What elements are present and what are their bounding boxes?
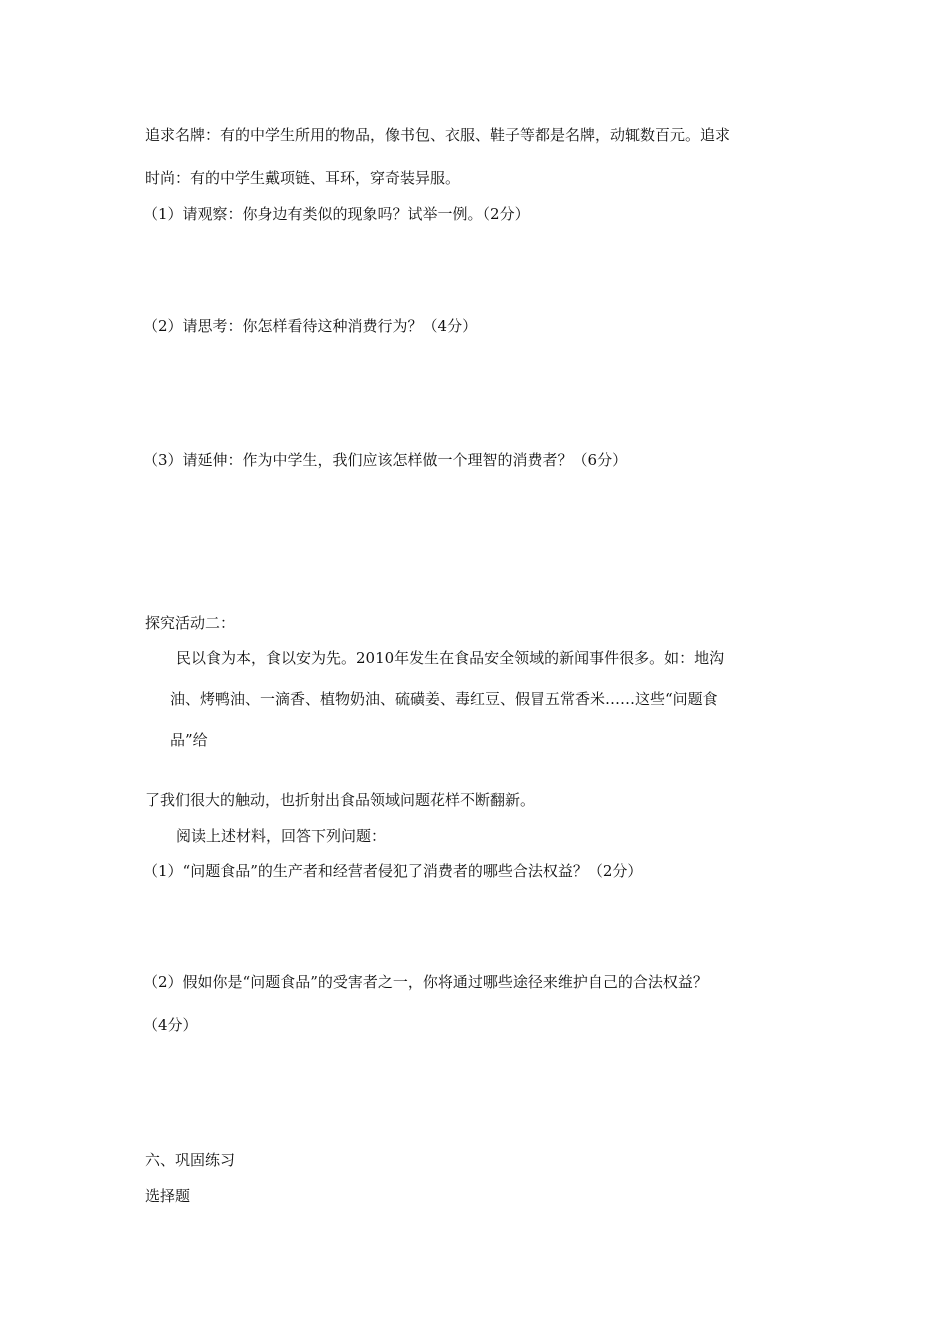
question-2-2-line-2: （4分） — [143, 1016, 198, 1034]
activity-2-heading: 探究活动二： — [145, 614, 236, 632]
activity-2-paragraph-line-2: 油、烤鸭油、一滴香、植物奶油、硫磺姜、毒红豆、假冒五常香米……这些“问题食 — [170, 690, 718, 708]
question-1-2: （2）请思考：你怎样看待这种消费行为？（4分） — [143, 317, 478, 335]
question-1-3: （3）请延伸：作为中学生，我们应该怎样做一个理智的消费者？（6分） — [143, 451, 628, 469]
activity-2-paragraph-line-1: 民以食为本，食以安为先。2010年发生在食品安全领域的新闻事件很多。如：地沟 — [176, 649, 725, 667]
question-2-2-line-1: （2）假如你是“问题食品”的受害者之一，你将通过哪些途径来维护自己的合法权益？ — [143, 973, 708, 991]
section-6-subheading: 选择题 — [145, 1187, 191, 1205]
activity-2-instruction: 阅读上述材料，回答下列问题： — [176, 827, 387, 845]
section-6-heading: 六、巩固练习 — [145, 1151, 236, 1169]
question-1-1: （1）请观察：你身边有类似的现象吗？试举一例。（2分） — [143, 205, 530, 223]
intro-text-line-2: 时尚：有的中学生戴项链、耳环，穿奇装异服。 — [145, 169, 461, 187]
activity-2-paragraph-line-3: 品”给 — [170, 731, 208, 749]
intro-text-line-1: 追求名牌：有的中学生所用的物品，像书包、衣服、鞋子等都是名牌，动辄数百元。追求 — [145, 126, 731, 144]
activity-2-paragraph-line-4: 了我们很大的触动，也折射出食品领域问题花样不断翻新。 — [145, 791, 536, 809]
question-2-1: （1）“问题食品”的生产者和经营者侵犯了消费者的哪些合法权益？（2分） — [143, 862, 643, 880]
